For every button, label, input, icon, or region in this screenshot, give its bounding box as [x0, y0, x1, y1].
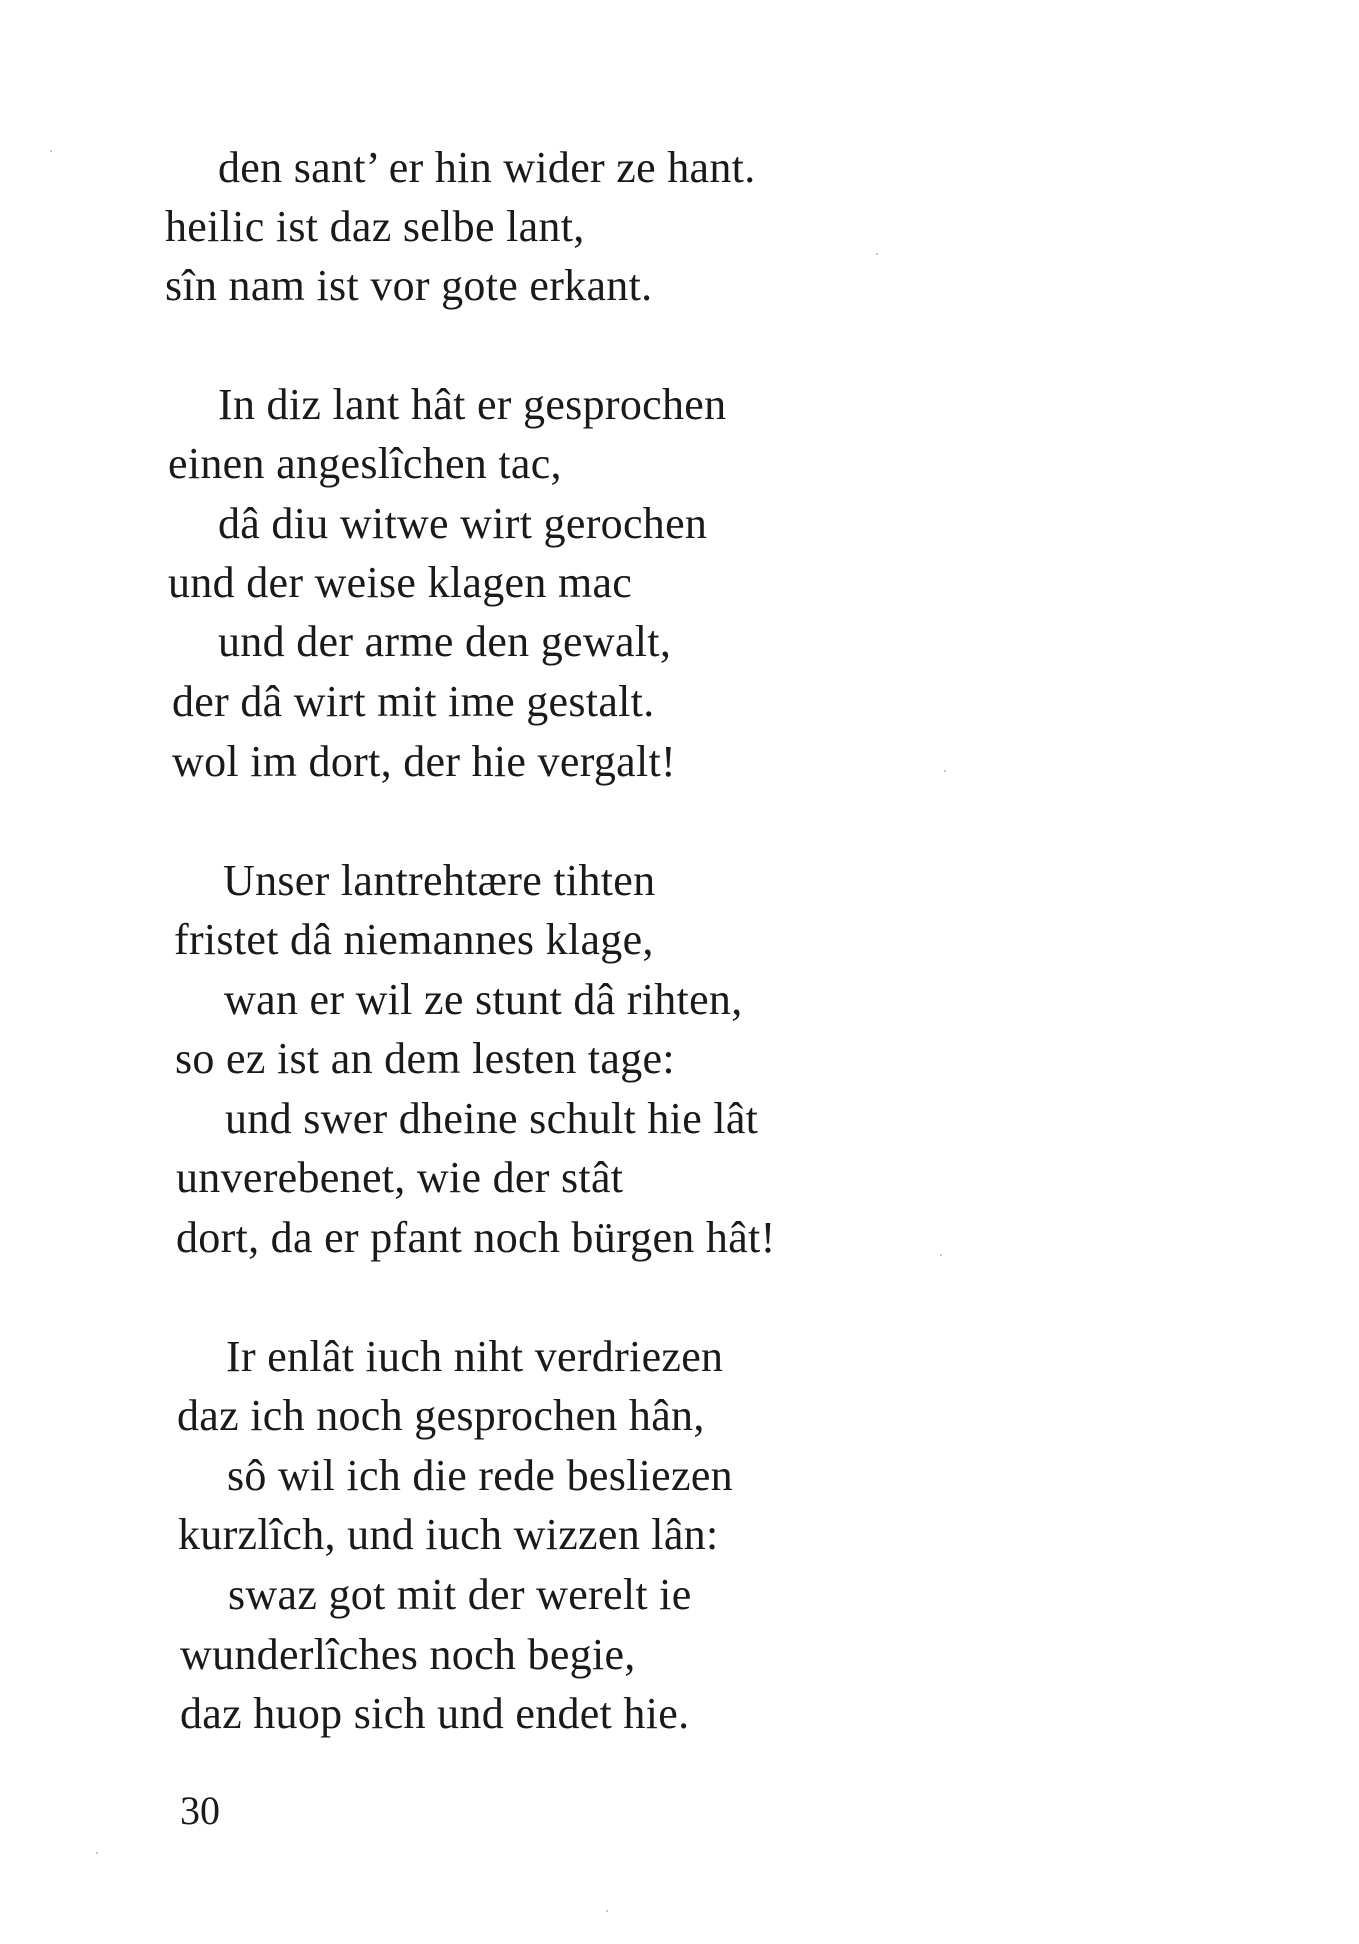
- page-number: 30: [180, 1788, 220, 1833]
- poem-line: wol im dort, der hie vergalt!: [172, 737, 676, 786]
- poem-line: swaz got mit der werelt ie: [228, 1570, 692, 1619]
- scan-speck: [96, 1852, 98, 1854]
- poem-line: und swer dheine schult hie lât: [225, 1094, 759, 1143]
- poem-line: wan er wil ze stunt dâ rihten,: [224, 975, 743, 1024]
- poem-line: kurzlîch, und iuch wizzen lân:: [178, 1510, 719, 1559]
- poem-line: sîn nam ist vor gote erkant.: [165, 261, 653, 310]
- poem-line: In diz lant hât er gesprochen: [218, 380, 727, 429]
- poem-line: Unser lantrehtære tihten: [223, 856, 656, 905]
- poem-line: und der weise klagen mac: [168, 558, 633, 607]
- poem-line: wunderlîches noch begie,: [180, 1630, 636, 1679]
- scan-speck: [50, 150, 52, 152]
- poem-line: fristet dâ niemannes klage,: [174, 915, 654, 964]
- poem-line: daz huop sich und endet hie.: [180, 1689, 690, 1738]
- poem-line: Ir enlât iuch niht verdriezen: [226, 1332, 724, 1381]
- poem-line: so ez ist an dem lesten tage:: [175, 1034, 675, 1083]
- scan-speck: [606, 1910, 608, 1912]
- scan-speck: [940, 1254, 942, 1256]
- poem-line: der dâ wirt mit ime gestalt.: [172, 677, 655, 726]
- scan-speck: [876, 253, 878, 255]
- poem-line: daz ich noch gesprochen hân,: [177, 1391, 705, 1440]
- poem-line: unverebenet, wie der stât: [176, 1153, 624, 1202]
- poem-line: heilic ist daz selbe lant,: [165, 202, 585, 251]
- scan-speck: [944, 770, 946, 772]
- poem-line: den sant’ er hin wider ze hant.: [218, 143, 756, 192]
- poem-line: sô wil ich die rede besliezen: [227, 1451, 733, 1500]
- poem-line: dort, da er pfant noch bürgen hât!: [176, 1213, 776, 1262]
- poem-line: einen angeslîchen tac,: [168, 439, 562, 488]
- poem-line: dâ diu witwe wirt gerochen: [218, 499, 708, 548]
- poem-line: und der arme den gewalt,: [218, 617, 672, 666]
